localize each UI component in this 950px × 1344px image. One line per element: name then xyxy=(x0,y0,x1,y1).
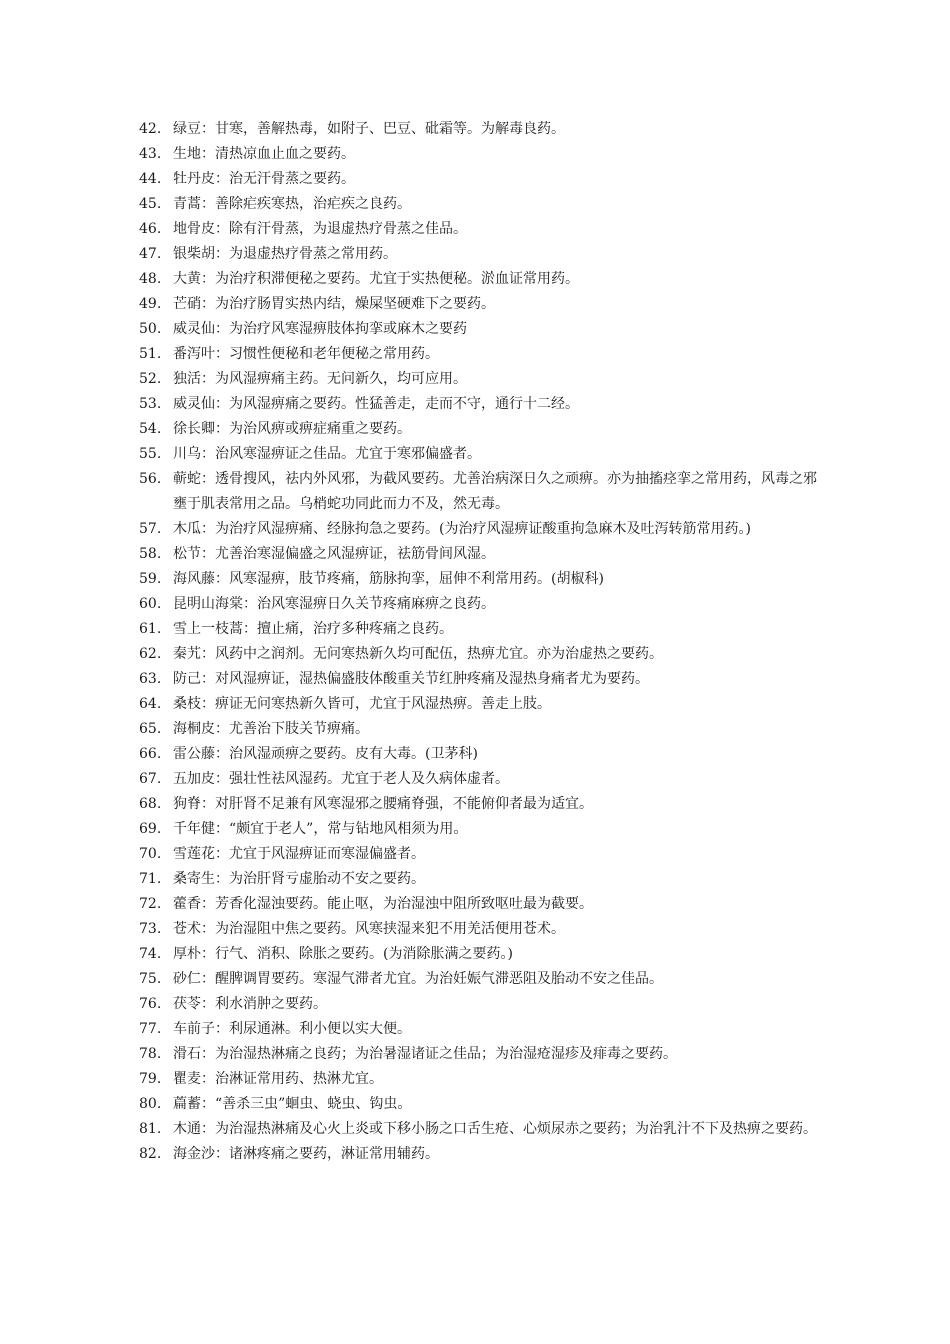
entry-number: 59. xyxy=(139,571,162,587)
entry-text: 大黄：为治疗积滞便秘之要药。尤宜于实热便秘。淤血证常用药。 xyxy=(173,271,579,287)
entry-number: 69. xyxy=(139,821,162,837)
herb-entry xyxy=(139,917,819,942)
entry-number: 64. xyxy=(139,696,162,712)
herb-entry xyxy=(139,567,819,592)
herb-entry xyxy=(139,317,819,342)
entry-number: 56. xyxy=(139,471,162,487)
herb-entry xyxy=(139,392,819,417)
entry-number: 75. xyxy=(139,971,162,987)
entry-number: 78. xyxy=(139,1046,162,1062)
entry-number: 81. xyxy=(139,1121,162,1137)
entry-number: 79. xyxy=(139,1071,162,1087)
entry-text: 蕲蛇：透骨搜风，祛内外风邪，为截风要药。尤善治病深日久之顽痹。亦为抽搐痉挛之常用药，风毒之邪壅于肌表常用之品。乌梢蛇功同此而力不及，然无毒。 xyxy=(173,471,817,512)
entry-text: 威灵仙：为治疗风寒湿痹肢体拘挛或麻木之要药 xyxy=(173,321,467,337)
entry-text: 银柴胡：为退虚热疗骨蒸之常用药。 xyxy=(173,246,397,262)
entry-text: 萹蓄：“善杀三虫”蛔虫、蛲虫、钩虫。 xyxy=(173,1096,412,1112)
entry-text: 苍术：为治湿阻中焦之要药。风寒挟湿来犯不用羌活便用苍术。 xyxy=(173,921,565,937)
entry-number: 57. xyxy=(139,521,162,537)
entry-text: 砂仁：醒脾调胃要药。寒湿气滞者尤宜。为治妊娠气滞恶阻及胎动不安之佳品。 xyxy=(173,971,663,987)
entry-number: 76. xyxy=(139,996,162,1012)
herb-entry xyxy=(139,1117,819,1142)
herb-entry xyxy=(139,717,819,742)
herb-entry xyxy=(139,1092,819,1117)
entry-number: 65. xyxy=(139,721,162,737)
entry-text: 狗脊：对肝肾不足兼有风寒湿邪之腰痛脊强，不能俯仰者最为适宜。 xyxy=(173,796,593,812)
entry-text: 番泻叶：习惯性便秘和老年便秘之常用药。 xyxy=(173,346,439,362)
herb-entry xyxy=(139,192,819,217)
entry-number: 46. xyxy=(139,221,162,237)
entry-text: 川乌：治风寒湿痹证之佳品。尤宜于寒邪偏盛者。 xyxy=(173,446,481,462)
entry-text: 绿豆：甘寒，善解热毒，如附子、巴豆、砒霜等。为解毒良药。 xyxy=(173,121,565,137)
entry-number: 70. xyxy=(139,846,162,862)
entry-text: 松节：尤善治寒湿偏盛之风湿痹证，祛筋骨间风湿。 xyxy=(173,546,495,562)
herb-entry xyxy=(139,742,819,767)
entry-number: 53. xyxy=(139,396,162,412)
entry-text: 滑石：为治湿热淋痛之良药；为治暑湿诸证之佳品；为治湿疮湿疹及痱毒之要药。 xyxy=(173,1046,677,1062)
entry-number: 74. xyxy=(139,946,162,962)
herb-entry xyxy=(139,592,819,617)
entry-number: 52. xyxy=(139,371,162,387)
entry-number: 67. xyxy=(139,771,162,787)
herb-entry xyxy=(139,967,819,992)
entry-number: 68. xyxy=(139,796,162,812)
herb-entry xyxy=(139,642,819,667)
herb-entry xyxy=(139,367,819,392)
herb-entry xyxy=(139,1017,819,1042)
entry-text: 厚朴：行气、消积、除胀之要药。(为消除胀满之要药。) xyxy=(173,946,513,962)
entry-number: 48. xyxy=(139,271,162,287)
entry-text: 青蒿：善除疟疾寒热，治疟疾之良药。 xyxy=(173,196,411,212)
entry-text: 桑枝：痹证无问寒热新久皆可，尤宜于风湿热痹。善走上肢。 xyxy=(173,696,551,712)
herb-entry xyxy=(139,942,819,967)
herb-entry xyxy=(139,792,819,817)
herb-entry xyxy=(139,142,819,167)
herb-list xyxy=(139,117,819,1167)
entry-number: 71. xyxy=(139,871,162,887)
entry-number: 49. xyxy=(139,296,162,312)
herb-entry xyxy=(139,542,819,567)
entry-text: 秦艽：风药中之润剂。无问寒热新久均可配伍，热痹尤宜。亦为治虚热之要药。 xyxy=(173,646,663,662)
entry-number: 50. xyxy=(139,321,162,337)
entry-number: 82. xyxy=(139,1146,162,1162)
entry-number: 58. xyxy=(139,546,162,562)
entry-text: 牡丹皮：治无汗骨蒸之要药。 xyxy=(173,171,355,187)
herb-entry xyxy=(139,267,819,292)
herb-entry xyxy=(139,167,819,192)
herb-entry xyxy=(139,217,819,242)
entry-number: 60. xyxy=(139,596,162,612)
herb-entry xyxy=(139,517,819,542)
entry-text: 茯苓：利水消肿之要药。 xyxy=(173,996,327,1012)
herb-entry xyxy=(139,1042,819,1067)
herb-entry xyxy=(139,292,819,317)
entry-number: 47. xyxy=(139,246,162,262)
entry-text: 车前子：利尿通淋。利小便以实大便。 xyxy=(173,1021,411,1037)
entry-number: 62. xyxy=(139,646,162,662)
entry-number: 55. xyxy=(139,446,162,462)
entry-text: 海桐皮：尤善治下肢关节痹痛。 xyxy=(173,721,369,737)
herb-entry xyxy=(139,417,819,442)
herb-entry xyxy=(139,342,819,367)
entry-text: 地骨皮：除有汗骨蒸，为退虚热疗骨蒸之佳品。 xyxy=(173,221,467,237)
herb-entry xyxy=(139,1067,819,1092)
entry-text: 芒硝：为治疗肠胃实热内结，燥屎坚硬难下之要药。 xyxy=(173,296,495,312)
herb-entry xyxy=(139,767,819,792)
entry-number: 43. xyxy=(139,146,162,162)
entry-number: 80. xyxy=(139,1096,162,1112)
entry-text: 防己：对风湿痹证，湿热偏盛肢体酸重关节红肿疼痛及湿热身痛者尤为要药。 xyxy=(173,671,649,687)
entry-text: 威灵仙：为风湿痹痛之要药。性猛善走，走而不守，通行十二经。 xyxy=(173,396,579,412)
herb-entry xyxy=(139,1142,819,1167)
entry-text: 生地：清热凉血止血之要药。 xyxy=(173,146,355,162)
entry-number: 66. xyxy=(139,746,162,762)
herb-entry xyxy=(139,442,819,467)
entry-text: 木通：为治湿热淋痛及心火上炎或下移小肠之口舌生疮、心烦尿赤之要药；为治乳汁不下及热痹之要药。 xyxy=(173,1121,817,1137)
herb-entry xyxy=(139,117,819,142)
herb-entry xyxy=(139,242,819,267)
entry-number: 61. xyxy=(139,621,162,637)
entry-number: 72. xyxy=(139,896,162,912)
herb-entry xyxy=(139,692,819,717)
entry-text: 昆明山海棠：治风寒湿痹日久关节疼痛麻痹之良药。 xyxy=(173,596,495,612)
entry-text: 五加皮：强壮性祛风湿药。尤宜于老人及久病体虚者。 xyxy=(173,771,509,787)
entry-text: 徐长卿：为治风痹或痹症痛重之要药。 xyxy=(173,421,411,437)
entry-text: 木瓜：为治疗风湿痹痛、经脉拘急之要药。(为治疗风湿痹证酸重拘急麻木及吐泻转筋常用药。) xyxy=(173,521,751,537)
entry-number: 54. xyxy=(139,421,162,437)
entry-text: 雷公藤：治风湿顽痹之要药。皮有大毒。(卫茅科) xyxy=(173,746,478,762)
entry-number: 63. xyxy=(139,671,162,687)
entry-number: 77. xyxy=(139,1021,162,1037)
herb-entry xyxy=(139,842,819,867)
herb-entry xyxy=(139,992,819,1017)
entry-text: 桑寄生：为治肝肾亏虚胎动不安之要药。 xyxy=(173,871,425,887)
entry-text: 海金沙：诸淋疼痛之要药，淋证常用辅药。 xyxy=(173,1146,439,1162)
entry-number: 51. xyxy=(139,346,162,362)
herb-entry xyxy=(139,867,819,892)
herb-entry xyxy=(139,617,819,642)
entry-number: 45. xyxy=(139,196,162,212)
herb-entry xyxy=(139,667,819,692)
herb-entry xyxy=(139,817,819,842)
entry-text: 雪莲花：尤宜于风湿痹证而寒湿偏盛者。 xyxy=(173,846,425,862)
herb-entry xyxy=(139,892,819,917)
entry-text: 千年健：“颇宜于老人”，常与钻地风相须为用。 xyxy=(173,821,468,837)
entry-text: 海风藤：风寒湿痹，肢节疼痛，筋脉拘挛，屈伸不利常用药。(胡椒科) xyxy=(173,571,604,587)
entry-text: 藿香：芳香化湿浊要药。能止呕，为治湿浊中阻所致呕吐最为截要。 xyxy=(173,896,593,912)
entry-text: 独活：为风湿痹痛主药。无问新久，均可应用。 xyxy=(173,371,467,387)
entry-text: 瞿麦：治淋证常用药、热淋尤宜。 xyxy=(173,1071,383,1087)
entry-text: 雪上一枝蒿：擅止痛，治疗多种疼痛之良药。 xyxy=(173,621,453,637)
entry-number: 73. xyxy=(139,921,162,937)
herb-entry xyxy=(139,467,819,517)
entry-number: 42. xyxy=(139,121,162,137)
entry-number: 44. xyxy=(139,171,162,187)
